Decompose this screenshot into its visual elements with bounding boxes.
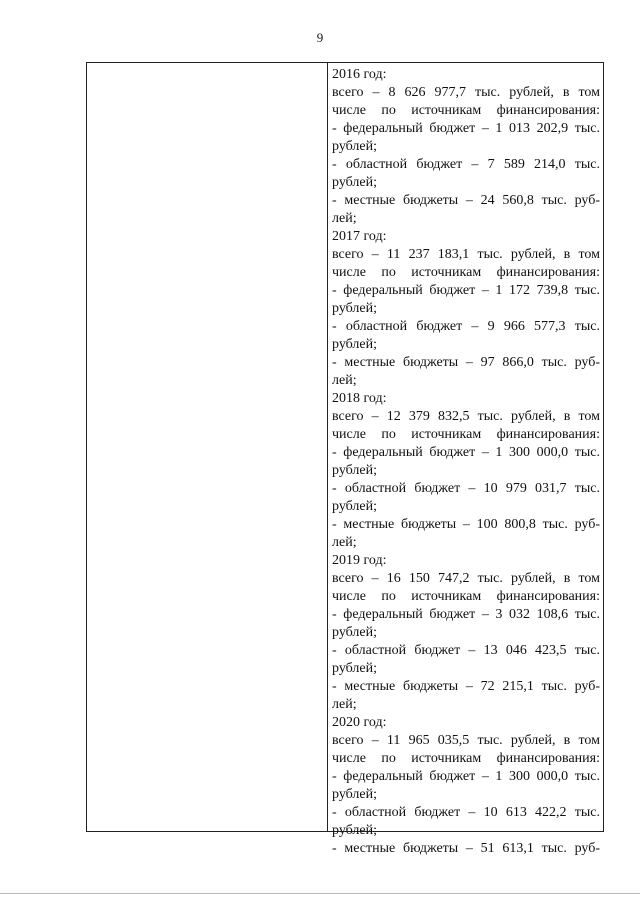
- funding-line: рублей;: [332, 463, 377, 478]
- funding-line: - федеральный бюджет – 1 172 739,8 тыс.: [332, 283, 600, 298]
- funding-line: лей;: [332, 535, 357, 550]
- funding-line: - местные бюджеты – 100 800,8 тыс. руб-: [332, 517, 600, 532]
- funding-line: рублей;: [332, 787, 377, 802]
- funding-line: числе по источникам финансирования:: [332, 589, 600, 604]
- funding-line: всего – 8 626 977,7 тыс. рублей, в том: [332, 85, 600, 100]
- funding-line: - местные бюджеты – 51 613,1 тыс. руб-: [332, 841, 600, 856]
- funding-line: всего – 11 237 183,1 тыс. рублей, в том: [332, 247, 600, 262]
- funding-line: 2019 год:: [332, 553, 387, 568]
- funding-line: - местные бюджеты – 97 866,0 тыс. руб-: [332, 355, 600, 370]
- funding-line: - местные бюджеты – 72 215,1 тыс. руб-: [332, 679, 600, 694]
- funding-line: лей;: [332, 697, 357, 712]
- table-right-cell: [332, 66, 600, 856]
- funding-line: рублей;: [332, 823, 377, 838]
- funding-line: 2018 год:: [332, 391, 387, 406]
- column-divider: [327, 63, 328, 831]
- funding-line: всего – 11 965 035,5 тыс. рублей, в том: [332, 733, 600, 748]
- funding-line: числе по источникам финансирования:: [332, 427, 600, 442]
- funding-line: лей;: [332, 373, 357, 388]
- funding-line: числе по источникам финансирования:: [332, 751, 600, 766]
- funding-line: - федеральный бюджет – 3 032 108,6 тыс.: [332, 607, 600, 622]
- funding-line: - областной бюджет – 9 966 577,3 тыс.: [332, 319, 600, 334]
- funding-line: лей;: [332, 211, 357, 226]
- table-left-cell: [87, 63, 327, 831]
- funding-line: - областной бюджет – 10 979 031,7 тыс.: [332, 481, 600, 496]
- funding-line: - областной бюджет – 13 046 423,5 тыс.: [332, 643, 600, 658]
- funding-line: рублей;: [332, 337, 377, 352]
- funding-line: рублей;: [332, 301, 377, 316]
- funding-line: числе по источникам финансирования:: [332, 265, 600, 280]
- funding-line: - местные бюджеты – 24 560,8 тыс. руб-: [332, 193, 600, 208]
- funding-table: [86, 62, 604, 856]
- funding-line: - федеральный бюджет – 1 013 202,9 тыс.: [332, 121, 600, 136]
- funding-line: 2017 год:: [332, 229, 387, 244]
- funding-line: рублей;: [332, 175, 377, 190]
- footer-rule: [0, 893, 640, 894]
- funding-line: - федеральный бюджет – 1 300 000,0 тыс.: [332, 769, 600, 784]
- funding-line: 2020 год:: [332, 715, 387, 730]
- funding-line: - федеральный бюджет – 1 300 000,0 тыс.: [332, 445, 600, 460]
- funding-line: всего – 12 379 832,5 тыс. рублей, в том: [332, 409, 600, 424]
- funding-line: числе по источникам финансирования:: [332, 103, 600, 118]
- funding-line: - областной бюджет – 10 613 422,2 тыс.: [332, 805, 600, 820]
- funding-line: - областной бюджет – 7 589 214,0 тыс.: [332, 157, 600, 172]
- funding-line: рублей;: [332, 661, 377, 676]
- page-number: 9: [316, 30, 324, 45]
- funding-line: рублей;: [332, 499, 377, 514]
- funding-line: всего – 16 150 747,2 тыс. рублей, в том: [332, 571, 600, 586]
- funding-line: рублей;: [332, 625, 377, 640]
- funding-line: рублей;: [332, 139, 377, 154]
- funding-line: 2016 год:: [332, 67, 387, 82]
